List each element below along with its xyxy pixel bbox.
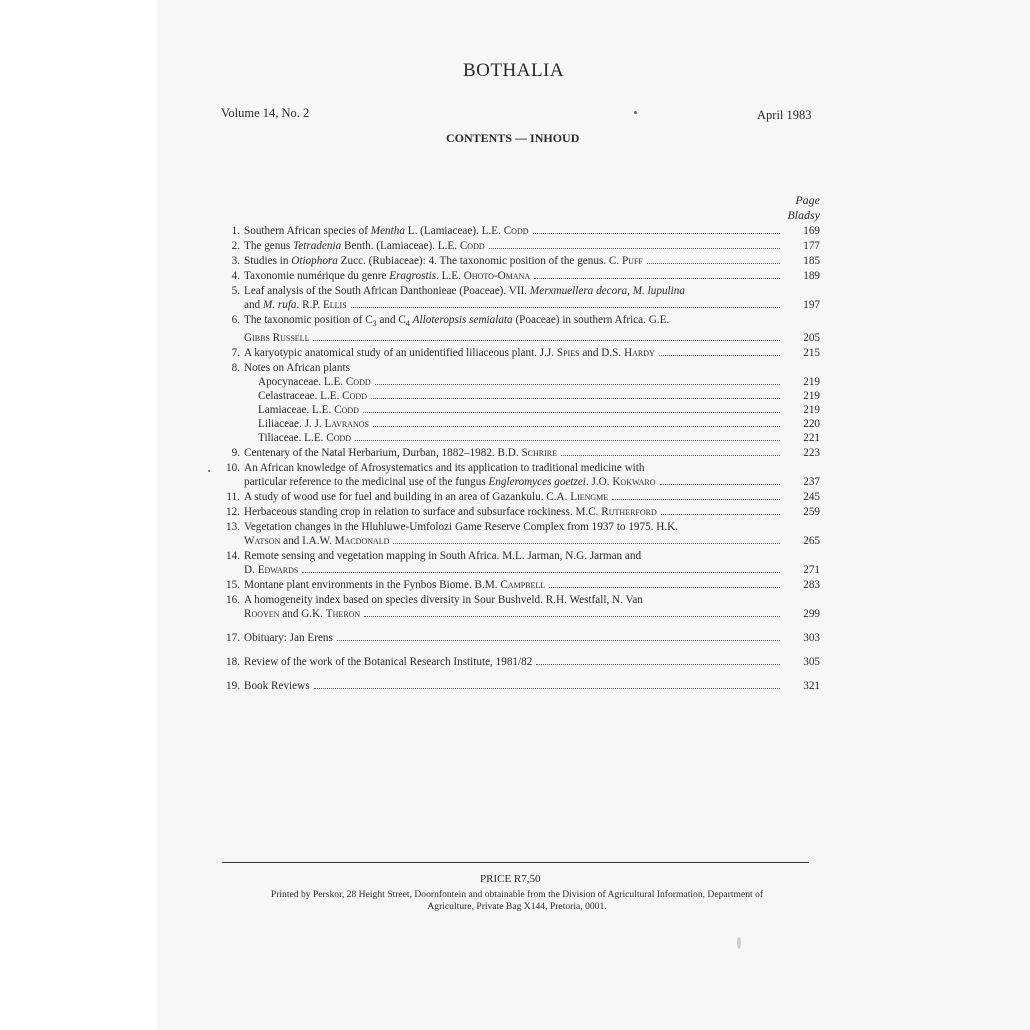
entry-page: 219 <box>803 390 820 403</box>
entry-number: 6. <box>231 314 240 326</box>
entry-number: 15. <box>226 579 240 592</box>
entry-title: Montane plant environments in the Fynbos Biome. B.M. Campbell <box>244 579 546 592</box>
toc-entry <box>218 578 820 592</box>
entry-number: 11. <box>226 491 240 504</box>
entry-title-line2: Watson and I.A.W. Macdonald <box>244 535 390 548</box>
entry-page: 321 <box>803 680 820 693</box>
dot-leader <box>371 398 780 399</box>
entry-number: 9. <box>231 447 240 460</box>
entry-page: 219 <box>803 376 820 389</box>
entry-number: 10. <box>226 462 240 475</box>
dot-leader <box>313 340 780 341</box>
toc-entry <box>218 655 820 669</box>
entry-number: 19. <box>226 680 240 693</box>
entry-number: 8. <box>231 362 240 375</box>
toc-entry <box>218 593 820 621</box>
entry-number: 3. <box>231 255 240 267</box>
sub-entry: Celastraceae. L.E. Codd 219 <box>258 390 820 403</box>
entry-title: Notes on African plants <box>244 362 350 375</box>
issue-date: April 1983 <box>757 108 812 122</box>
entry-title: Obituary: Jan Erens <box>244 632 333 645</box>
dot-leader <box>375 384 780 385</box>
sub-entry: Lamiaceae. L.E. Codd 219 <box>258 404 820 417</box>
entry-page: 259 <box>803 506 820 519</box>
entry-page: 219 <box>803 404 820 417</box>
entry-page: 177 <box>803 240 820 252</box>
toc-entry <box>218 549 820 577</box>
printer-info: Printed by Perskor, 28 Height Street, Doornfontein and obtainable from the Division of Agricultural Information, Department of Agriculture, Private Bag X144, Pretoria, 0001. <box>270 889 764 912</box>
speck <box>634 111 637 114</box>
entry-author: Gibbs Russell <box>244 332 310 345</box>
table-of-contents <box>218 224 820 694</box>
toc-entry <box>218 254 820 268</box>
dot-leader <box>533 233 780 234</box>
sub-entry: Apocynaceae. L.E. Codd 219 <box>258 376 820 389</box>
dot-leader <box>612 499 780 500</box>
entry-title-line1: An African knowledge of Afrosystematics and its application to traditional medicine with <box>244 462 645 475</box>
entry-title: Review of the work of the Botanical Research Institute, 1981/82 <box>244 656 533 669</box>
entry-title: Centenary of the Natal Herbarium, Durban, 1882–1982. B.D. Schrire <box>244 447 558 460</box>
entry-page: 299 <box>803 608 820 621</box>
entry-title-line1: A homogeneity index based on species diversity in Sour Bushveld. R.H. Westfall, N. Van <box>244 594 643 607</box>
entry-number: 17. <box>226 632 240 645</box>
toc-entry <box>218 520 820 548</box>
entry-number: 2. <box>231 240 240 252</box>
entry-number: 7. <box>231 347 240 360</box>
toc-entry <box>218 224 820 238</box>
footer-divider <box>222 862 809 863</box>
page-column-header <box>770 193 820 223</box>
entry-title: Herbaceous standing crop in relation to surface and subsurface rockiness. M.C. Rutherford <box>244 506 657 519</box>
entry-title-line2: Rooyen and G.K. Theron <box>244 608 361 621</box>
entry-number: 5. <box>231 285 240 297</box>
entry-title: Southern African species of Mentha L. (Lamiaceae). L.E. Codd <box>244 225 529 237</box>
entry-number: 13. <box>226 521 240 534</box>
dot-leader <box>661 514 780 515</box>
entry-number: 14. <box>226 550 240 563</box>
entry-page: 169 <box>803 225 820 237</box>
entry-title-line2: particular reference to the medicinal use of the fungus Engleromyces goetzei. J.O. Kokwaro <box>244 476 656 489</box>
entry-page: 283 <box>803 579 820 592</box>
sub-entry: Tiliaceae. L.E. Codd 221 <box>258 432 820 445</box>
entry-page: 220 <box>803 418 820 431</box>
entry-page: 245 <box>803 491 820 504</box>
toc-entry <box>218 284 820 312</box>
entry-page: 215 <box>803 347 820 360</box>
volume-number: Volume 14, No. 2 <box>221 106 310 120</box>
entry-number: 16. <box>226 594 240 607</box>
journal-title: BOTHALIA <box>463 60 565 81</box>
entry-title: A study of wood use for fuel and building in an area of Gazankulu. C.A. Liengme <box>244 491 609 504</box>
dot-leader <box>549 587 780 588</box>
entry-number: 4. <box>231 270 240 282</box>
dot-leader <box>351 307 780 308</box>
entry-page: 305 <box>803 656 820 669</box>
dot-leader <box>302 572 780 573</box>
speck <box>208 470 210 472</box>
entry-number: 12. <box>226 506 240 519</box>
entry-title-line1: Vegetation changes in the Hluhluwe-Umfolozi Game Reserve Complex from 1937 to 1975. H.K. <box>244 521 679 534</box>
entry-title: Taxonomie numérique du genre Eragrostis. L.E. Ohoto-Omana <box>244 270 531 282</box>
entry-page: 197 <box>803 299 820 311</box>
entry-page: 223 <box>803 447 820 460</box>
dot-leader <box>534 278 780 279</box>
toc-entry <box>218 631 820 645</box>
toc-entry <box>218 446 820 460</box>
dot-leader <box>314 688 780 689</box>
dot-leader <box>373 426 780 427</box>
entry-page: 185 <box>803 255 820 267</box>
entry-title-line1: The taxonomic position of $C_3$ and $C_4$ Alloteropsis semialata (Poaceae) in southern Africa. G.E. <box>244 314 670 329</box>
sub-entry: Liliaceae. J. J. Lavranos 220 <box>258 418 820 431</box>
toc-entry <box>218 679 820 693</box>
entry-page: 237 <box>803 476 820 489</box>
entry-title: A karyotypic anatomical study of an unidentified liliaceous plant. J.J. Spies and D.S. Hardy <box>244 347 655 360</box>
bladsy-label: Bladsy <box>787 208 820 222</box>
entry-page: 265 <box>803 535 820 548</box>
entry-title: Studies in Otiophora Zucc. (Rubiaceae): 4. The taxonomic position of the genus. C. Puff <box>244 255 643 267</box>
speck <box>737 937 741 949</box>
toc-entry <box>218 461 820 489</box>
entry-page: 271 <box>803 564 820 577</box>
toc-entry <box>218 313 820 345</box>
dot-leader <box>660 484 780 485</box>
dot-leader <box>393 543 780 544</box>
entry-title: The genus Tetradenia Benth. (Lamiaceae). L.E. Codd <box>244 240 485 252</box>
dot-leader <box>561 455 780 456</box>
toc-entry <box>218 361 820 445</box>
dot-leader <box>337 640 780 641</box>
dot-leader <box>536 664 780 665</box>
entry-number: 1. <box>231 225 240 237</box>
dot-leader <box>364 616 780 617</box>
entry-title: Book Reviews <box>244 680 310 693</box>
price: PRICE R7,50 <box>480 873 541 885</box>
toc-entry <box>218 505 820 519</box>
entry-page: 221 <box>803 432 820 445</box>
toc-entry <box>218 490 820 504</box>
page-label: Page <box>795 193 820 207</box>
entry-page: 205 <box>803 332 820 345</box>
entry-number: 18. <box>226 656 240 669</box>
contents-heading: CONTENTS — INHOUD <box>446 131 580 145</box>
entry-title-line1: Remote sensing and vegetation mapping in South Africa. M.L. Jarman, N.G. Jarman and <box>244 550 642 563</box>
dot-leader <box>489 248 780 249</box>
dot-leader <box>355 440 780 441</box>
entry-title-line2: D. Edwards <box>244 564 299 577</box>
toc-entry <box>218 269 820 283</box>
toc-entry <box>218 239 820 253</box>
dot-leader <box>647 263 780 264</box>
toc-entry <box>218 346 820 360</box>
entry-page: 189 <box>803 270 820 282</box>
dot-leader <box>363 412 780 413</box>
dot-leader <box>659 355 780 356</box>
entry-title-line1: Leaf analysis of the South African Danthonieae (Poaceae). VII. Merxmuellera decora, M. lupulina <box>244 285 685 297</box>
entry-page: 303 <box>803 632 820 645</box>
entry-title-line2: and M. rufa. R.P. Ellis <box>244 299 347 311</box>
